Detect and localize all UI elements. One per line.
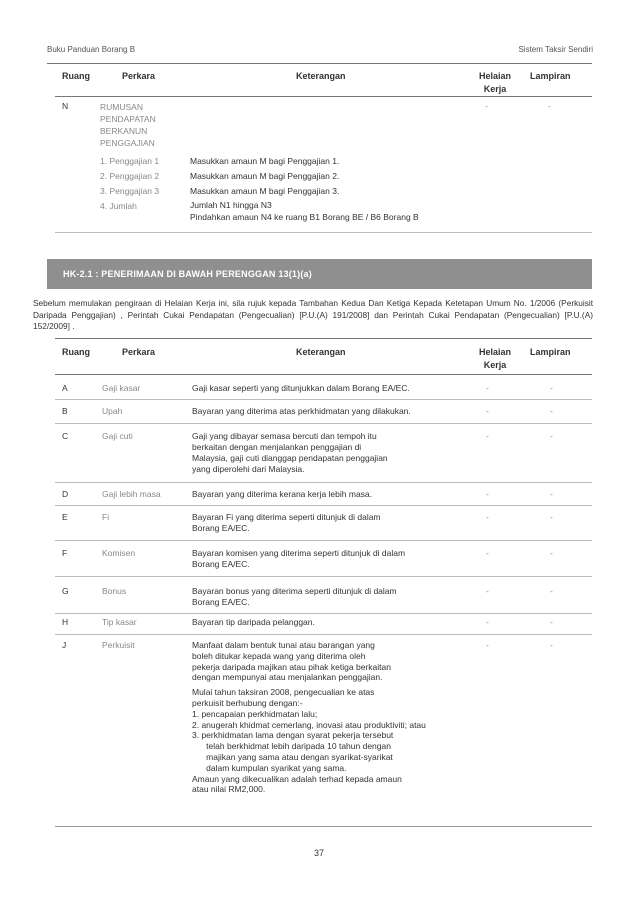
- row-b-perkara: Upah: [102, 406, 123, 416]
- row-a-desc: Gaji kasar seperti yang ditunjukkan dalam Borang EA/EC.: [192, 383, 410, 393]
- row-j-desc-line: Amaun yang dikecualikan adalah terhad kepada amaun: [192, 773, 402, 784]
- t2-col-helaian-line1: Helaian: [478, 347, 511, 357]
- row-e-ruang: E: [62, 512, 68, 522]
- t2-col-perkara: Perkara: [122, 347, 156, 357]
- row-c-perkara: Gaji cuti: [102, 431, 133, 441]
- page-number: 37: [313, 848, 324, 858]
- t2-col-keterangan: Keterangan: [296, 347, 346, 357]
- row-c-desc-line: berkaitan dengan menjalankan penggajian di: [192, 442, 362, 452]
- t1-col-helaian: [473, 71, 517, 94]
- header-rule: [47, 63, 592, 64]
- t1-item: 4. Jumlah: [100, 201, 137, 211]
- row-f-desc-line: Borang EA/EC.: [192, 559, 250, 569]
- t1-col-keterangan: Keterangan: [296, 71, 346, 81]
- row-j-desc-line: perkuisit berhubung dengan:-: [192, 697, 303, 708]
- row-j-desc: [192, 640, 426, 795]
- t1-col-perkara: Perkara: [122, 71, 156, 81]
- row-d-ruang: D: [62, 489, 69, 499]
- row-c-helaian: -: [486, 431, 489, 441]
- row-h-helaian: -: [486, 617, 489, 627]
- row-separator: [55, 613, 592, 614]
- row-c-desc-line: Gaji yang dibayar semasa bercuti dan tempoh itu: [192, 431, 377, 441]
- row-g-perkara: Bonus: [102, 586, 127, 596]
- row-d-helaian: -: [486, 489, 489, 499]
- t1-title-line: RUMUSAN: [100, 102, 143, 112]
- row-separator: [55, 505, 592, 506]
- t1-col-helaian-line2: Kerja: [483, 84, 507, 94]
- row-b-lampiran: -: [550, 406, 553, 416]
- row-g-desc: [192, 586, 397, 608]
- row-f-perkara: Komisen: [102, 548, 136, 558]
- row-j-desc-line: 1. pencapaian perkhidmatan lalu;: [192, 708, 318, 719]
- t1-ruang: N: [62, 101, 69, 111]
- row-h-perkara: Tip kasar: [102, 617, 137, 627]
- t1-desc: Pindahkan amaun N4 ke ruang B1 Borang BE / B6 Borang B: [190, 212, 419, 222]
- row-j-lampiran: -: [550, 640, 553, 650]
- row-b-helaian: -: [486, 406, 489, 416]
- t1-descs: [190, 154, 419, 223]
- row-d-lampiran: -: [550, 489, 553, 499]
- row-a-perkara: Gaji kasar: [102, 383, 141, 393]
- row-j-desc-line: Mulai tahun taksiran 2008, pengecualian ke atas: [192, 687, 375, 698]
- t2-col-ruang: Ruang: [62, 347, 90, 357]
- row-c-lampiran: -: [550, 431, 553, 441]
- row-separator: [55, 576, 592, 577]
- row-j-desc-line: Manfaat dalam bentuk tunai atau barangan yang: [192, 640, 375, 650]
- row-g-helaian: -: [486, 586, 489, 596]
- t1-helaian: -: [485, 101, 488, 111]
- row-c-ruang: C: [62, 431, 69, 441]
- row-c-desc-line: Malaysia, gaji cuti dianggap pendapatan penggajian: [192, 453, 388, 463]
- row-j-helaian: -: [486, 640, 489, 650]
- row-separator: [55, 399, 592, 400]
- row-j-desc-line: telah berkhidmat lebih daripada 10 tahun dengan: [192, 741, 391, 752]
- row-f-desc: [192, 548, 405, 570]
- row-a-helaian: -: [486, 383, 489, 393]
- row-f-lampiran: -: [550, 548, 553, 558]
- t1-col-ruang: Ruang: [62, 71, 90, 81]
- row-c-desc: [192, 431, 388, 475]
- t1-desc: Jumlah N1 hingga N3: [190, 200, 272, 210]
- row-b-ruang: B: [62, 406, 68, 416]
- row-f-helaian: -: [486, 548, 489, 558]
- t2-col-helaian-line2: Kerja: [483, 360, 507, 370]
- t1-bottom-rule: [55, 232, 592, 233]
- row-j-desc-line: pekerja daripada majikan atau pihak ketiga berkaitan: [192, 661, 391, 672]
- row-j-ruang: J: [62, 640, 67, 650]
- row-e-desc-line: Bayaran Fi yang diterima seperti ditunjuk di dalam: [192, 512, 381, 522]
- row-separator: [55, 482, 592, 483]
- row-e-lampiran: -: [550, 512, 553, 522]
- row-separator: [55, 634, 592, 635]
- row-a-ruang: A: [62, 383, 68, 393]
- t1-lampiran: -: [548, 101, 551, 111]
- section-intro: Sebelum memulakan pengiraan di Helaian Kerja ini, sila rujuk kepada Tambahan Kedua Dan Ketiga Kepada Ketetapan Umum No. 1/2006 (Perkuisit Daripada Penggajian) , Perintah Cukai Pendapatan (Pengecualian) [P.U.(A) 191/2008] dan Perintah Cukai Pendapatan (Pengecualian) [P.U.(A) 152/2009] .: [33, 298, 593, 331]
- row-c-desc-line: yang diperolehi dari Malaysia.: [192, 464, 305, 474]
- t2-top-rule: [55, 338, 592, 339]
- t1-col-helaian-line1: Helaian: [478, 71, 511, 81]
- row-e-helaian: -: [486, 512, 489, 522]
- row-d-perkara: Gaji lebih masa: [102, 489, 161, 499]
- row-g-desc-line: Borang EA/EC.: [192, 597, 250, 607]
- t1-col-lampiran: Lampiran: [530, 71, 571, 81]
- row-a-lampiran: -: [550, 383, 553, 393]
- t1-item: 2. Penggajian 2: [100, 171, 160, 181]
- row-g-ruang: G: [62, 586, 69, 596]
- row-j-desc-line: dengan mempunyai atau menjalankan penggajian.: [192, 672, 383, 683]
- t1-items: [100, 154, 159, 214]
- row-separator: [55, 540, 592, 541]
- row-e-desc-line: Borang EA/EC.: [192, 523, 250, 533]
- t2-col-lampiran: Lampiran: [530, 347, 571, 357]
- t1-item: 3. Penggajian 3: [100, 186, 160, 196]
- t1-desc: Masukkan amaun M bagi Penggajian 2.: [190, 171, 340, 181]
- row-f-ruang: F: [62, 548, 68, 558]
- t2-col-helaian: [473, 347, 517, 370]
- row-h-lampiran: -: [550, 617, 553, 627]
- row-g-desc-line: Bayaran bonus yang diterima seperti ditunjuk di dalam: [192, 586, 397, 596]
- row-separator: [55, 423, 592, 424]
- row-h-ruang: H: [62, 617, 69, 627]
- row-j-desc-line: dalam kumpulan syarikat yang sama.: [192, 762, 347, 773]
- row-e-desc: [192, 512, 381, 534]
- t1-desc: Masukkan amaun M bagi Penggajian 3.: [190, 186, 340, 196]
- row-d-desc: Bayaran yang diterima kerana kerja lebih masa.: [192, 489, 373, 499]
- row-e-perkara: Fi: [102, 512, 110, 522]
- t1-title-line: BERKANUN: [100, 126, 148, 136]
- section-title: HK-2.1 : PENERIMAAN DI BAWAH PERENGGAN 13(1)(a): [63, 269, 312, 279]
- row-b-desc: Bayaran yang diterima atas perkhidmatan yang dilakukan.: [192, 406, 411, 416]
- row-j-perkara: Perkuisit: [102, 640, 135, 650]
- t1-title: [100, 101, 156, 149]
- row-j-desc-line: atau nilai RM2,000.: [192, 784, 266, 795]
- t2-bottom-rule: [55, 826, 592, 827]
- row-h-desc: Bayaran tip daripada pelanggan.: [192, 617, 315, 627]
- t2-header-rule: [55, 374, 592, 375]
- t1-title-line: PENGGAJIAN: [100, 138, 155, 148]
- row-j-desc-line: majikan yang sama atau dengan syarikat-syarikat: [192, 751, 393, 762]
- row-j-desc-line: 3. perkhidmatan lama dengan syarat pekerja tersebut: [192, 730, 394, 741]
- row-f-desc-line: Bayaran komisen yang diterima seperti ditunjuk di dalam: [192, 548, 406, 558]
- t1-title-line: PENDAPATAN: [100, 114, 156, 124]
- header-left: Buku Panduan Borang B: [47, 45, 136, 54]
- row-j-desc-line: boleh ditukar kepada wang yang diterima oleh: [192, 650, 366, 661]
- t1-header-rule: [55, 96, 592, 97]
- t1-item: 1. Penggajian 1: [100, 156, 160, 166]
- row-g-lampiran: -: [550, 586, 553, 596]
- row-j-desc-line: 2. anugerah khidmat cemerlang, inovasi atau produktiviti; atau: [192, 719, 426, 730]
- t1-desc: Masukkan amaun M bagi Penggajian 1.: [190, 156, 340, 166]
- header-right: Sistem Taksir Sendiri: [518, 45, 593, 54]
